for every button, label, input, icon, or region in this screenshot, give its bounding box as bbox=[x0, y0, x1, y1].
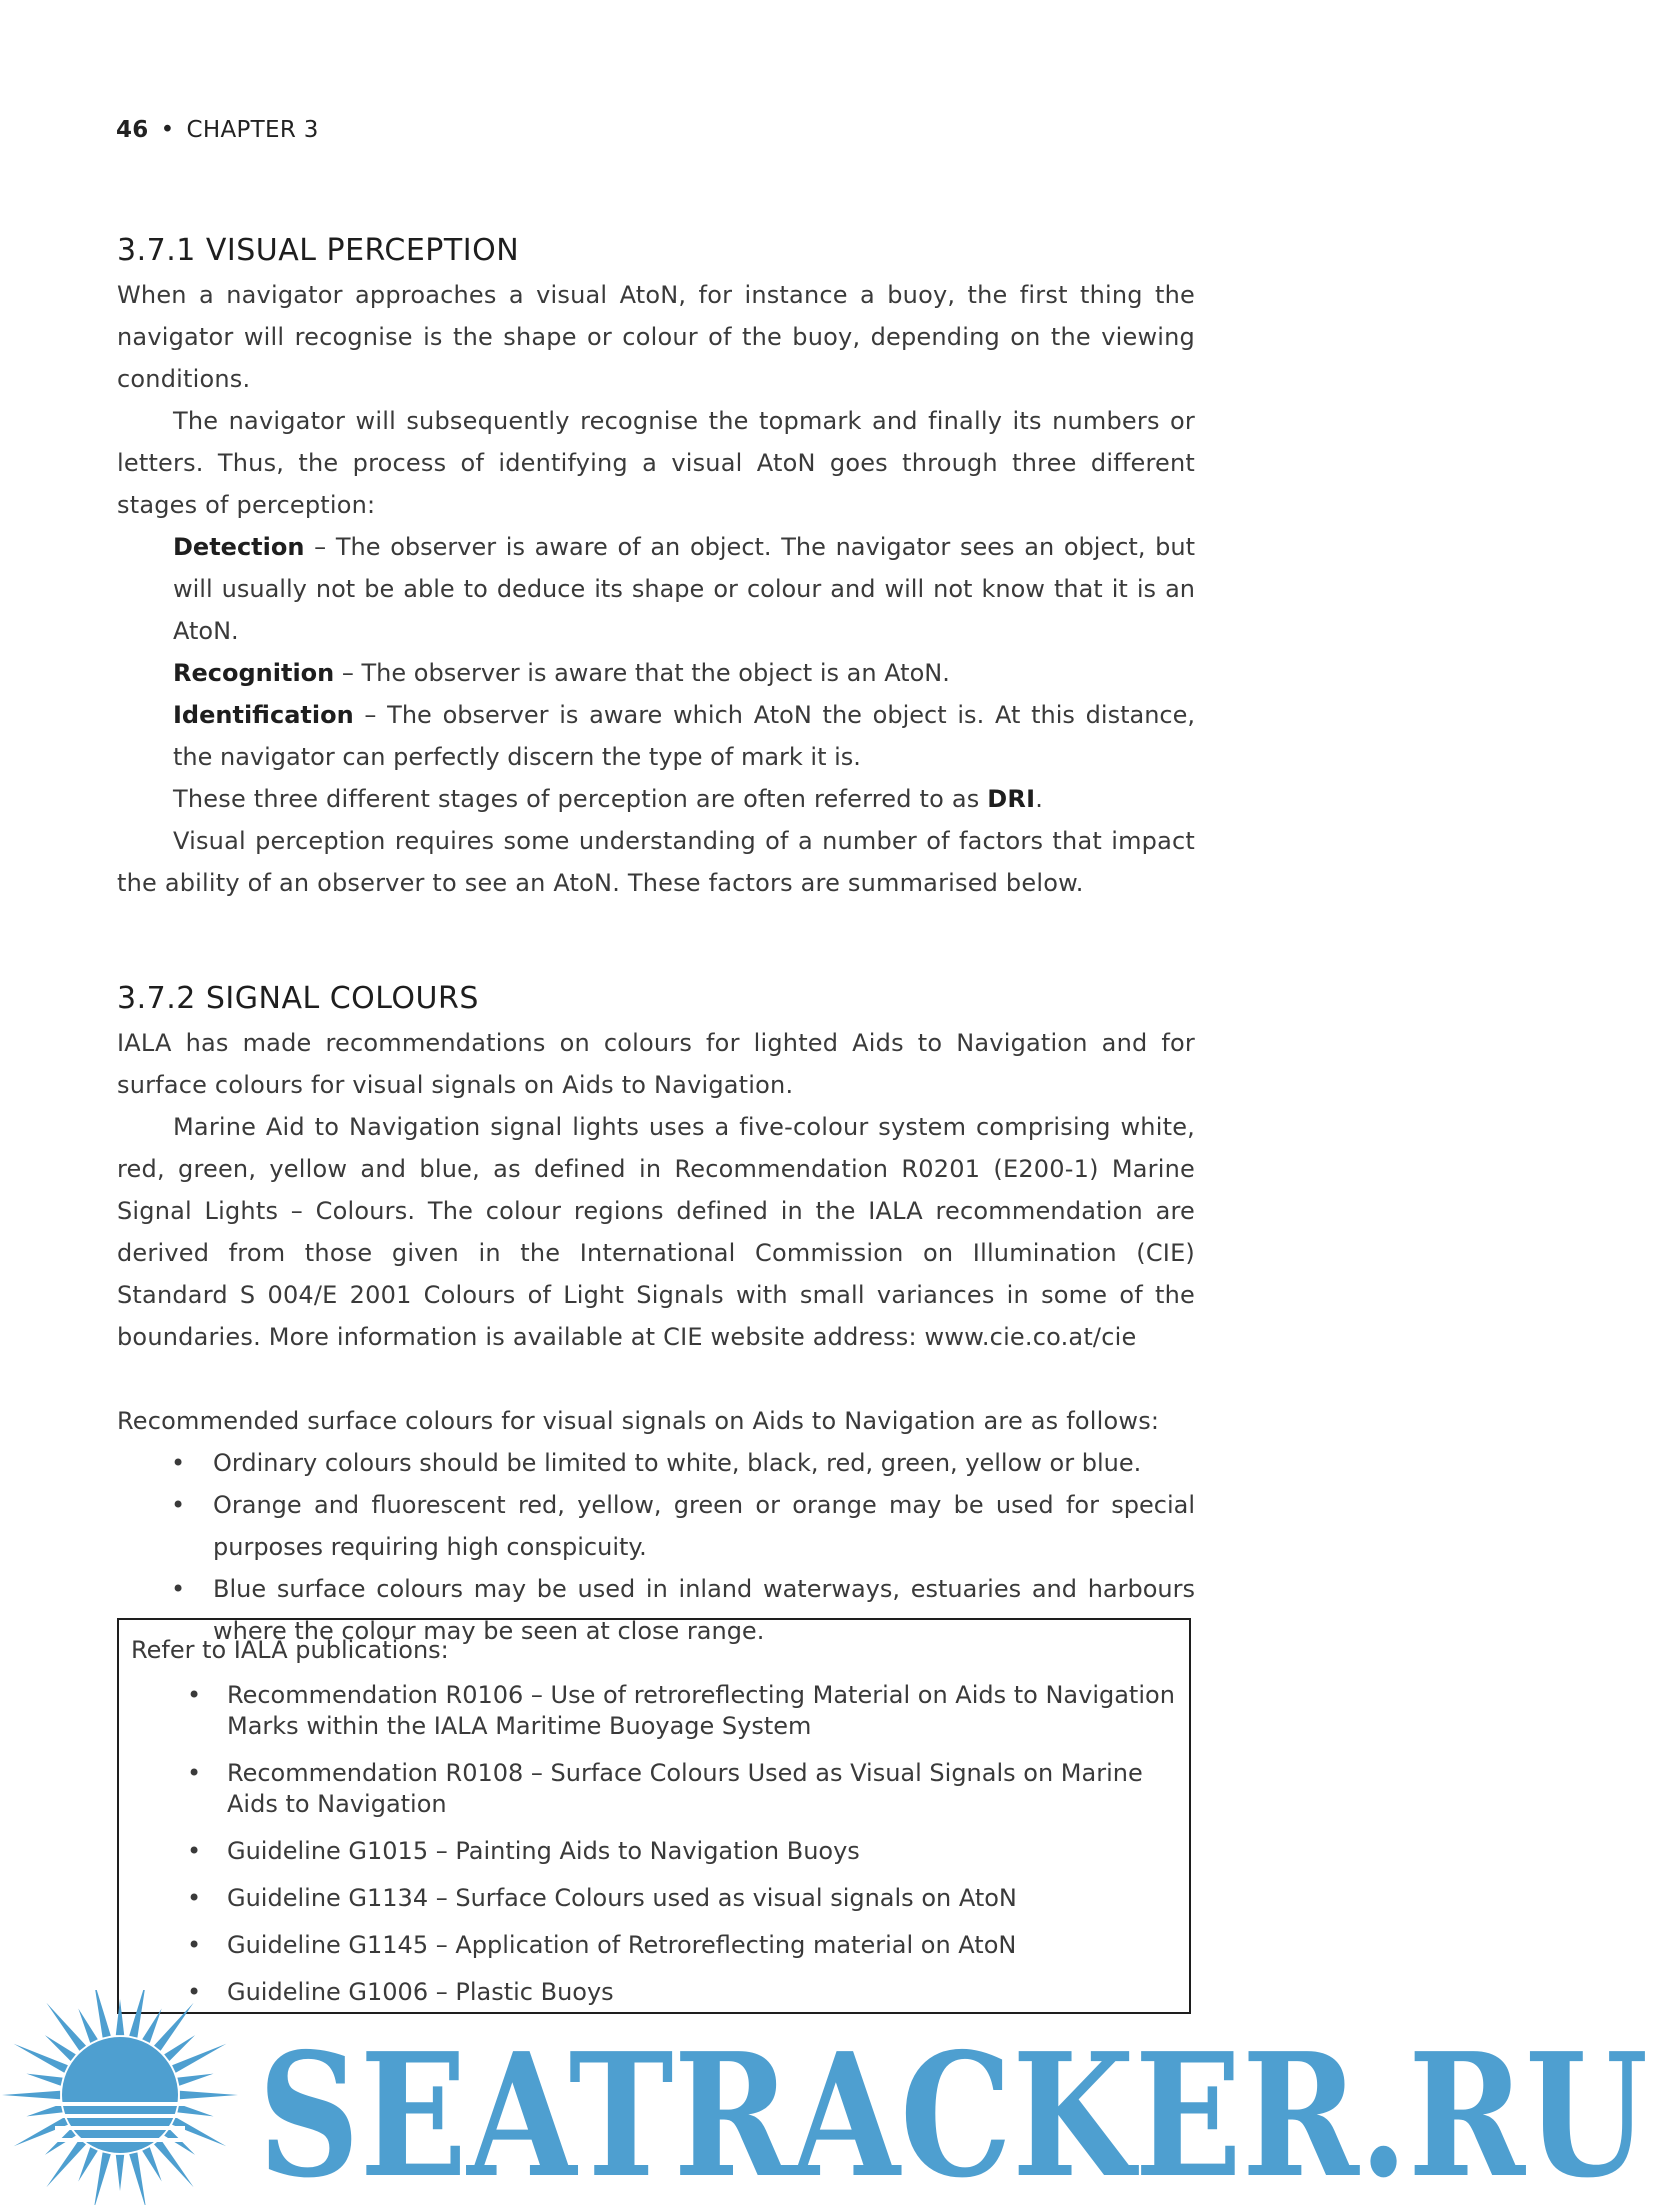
reference-text: Guideline G1145 – Application of Retroreflecting material on AtoN bbox=[227, 1931, 1017, 1959]
bullet-icon: • bbox=[187, 1759, 202, 1787]
section-heading-signal-colours: 3.7.2 SIGNAL COLOURS bbox=[117, 981, 479, 1016]
list-item bbox=[171, 1484, 1195, 1568]
sun-ray bbox=[180, 2091, 238, 2099]
reference-item bbox=[187, 1836, 1179, 1867]
spacer bbox=[117, 1358, 1195, 1400]
sun-ray bbox=[177, 2074, 213, 2086]
sun-ray bbox=[2, 2091, 60, 2099]
bullet-icon: • bbox=[187, 1931, 202, 1959]
reference-item bbox=[187, 1680, 1179, 1742]
section-heading-visual-perception: 3.7.1 VISUAL PERCEPTION bbox=[117, 233, 520, 268]
horizon-stripe bbox=[55, 2102, 185, 2106]
bullet-icon: • bbox=[187, 1681, 202, 1709]
sun-ray bbox=[45, 2035, 76, 2061]
reference-item bbox=[187, 1930, 1179, 1961]
horizon-stripe bbox=[55, 2114, 185, 2118]
term-detection: Detection bbox=[173, 533, 305, 561]
sun-ray bbox=[164, 2035, 195, 2061]
reference-text: Recommendation R0108 – Surface Colours Used as Visual Signals on Marine Aids to Navigation bbox=[227, 1759, 1143, 1818]
bullet-icon: • bbox=[171, 1491, 186, 1519]
bullet-icon: • bbox=[171, 1449, 186, 1477]
page-number: 46 bbox=[116, 117, 149, 143]
sun-ray bbox=[142, 2147, 162, 2181]
horizon-stripe bbox=[55, 2138, 185, 2142]
sun-ray bbox=[142, 2009, 162, 2043]
bullet-icon: • bbox=[187, 1837, 202, 1865]
reference-item bbox=[187, 1758, 1179, 1820]
sun-ray bbox=[154, 2003, 194, 2051]
dri-pre-text: These three different stages of perception are often referred to as bbox=[173, 785, 988, 813]
spacer bbox=[117, 904, 1195, 976]
header-separator: • bbox=[160, 117, 175, 143]
term-identification: Identification bbox=[173, 701, 354, 729]
sun-ray bbox=[94, 1990, 111, 2038]
sun-ray bbox=[26, 2074, 62, 2086]
term-dri: DRI bbox=[987, 785, 1036, 813]
watermark-text: SEATRACKER.RU bbox=[258, 2016, 1648, 2205]
term-recognition: Recognition bbox=[173, 659, 335, 687]
chapter-label: CHAPTER 3 bbox=[186, 117, 319, 143]
sun-ray bbox=[129, 2152, 146, 2205]
sun-ray bbox=[94, 2152, 111, 2205]
paragraph: Marine Aid to Navigation signal lights uses a five-colour system comprising white, red, green, yellow and blue, as defined in Recommendation R0201 (E200-1) Marine Signal Lights – Colours. The colour regions defined in the IALA recommendation are derived from those given in the International Commission on Illumination (CIE) Standard S 004/E 2001 Colours of Light Signals with small variances in some of the boundaries. More information is available at CIE website address: www.cie.co.at/cie bbox=[117, 1113, 1195, 1351]
sun-ray bbox=[46, 2003, 86, 2051]
reference-item bbox=[187, 1883, 1179, 1914]
bullet-icon: • bbox=[187, 1884, 202, 1912]
paragraph: IALA has made recommendations on colours for lighted Aids to Navigation and for surface colours for visual signals on Aids to Navigation. bbox=[117, 1029, 1195, 1099]
reference-text: Recommendation R0106 – Use of retroreflecting Material on Aids to Navigation Marks within the IALA Maritime Buoyage System bbox=[227, 1681, 1175, 1740]
sun-ray bbox=[154, 2139, 194, 2187]
list-item-text: Blue surface colours may be used in inland waterways, estuaries and harbours where the colour may be seen at close range. bbox=[213, 1575, 1195, 1645]
paragraph-dri bbox=[117, 778, 1195, 820]
list-item-text: Ordinary colours should be limited to white, black, red, green, yellow or blue. bbox=[213, 1449, 1142, 1477]
list-item bbox=[171, 1442, 1195, 1484]
sun-ray bbox=[78, 2147, 98, 2181]
definition-text: – The observer is aware which AtoN the object is. At this distance, the navigator can perfectly discern the type of mark it is. bbox=[173, 701, 1195, 771]
paragraph: Visual perception requires some understanding of a number of factors that impact the ability of an observer to see an AtoN. These factors are summarised below. bbox=[117, 827, 1195, 897]
bullet-icon: • bbox=[187, 1978, 202, 2006]
paragraph: Recommended surface colours for visual signals on Aids to Navigation are as follows: bbox=[117, 1407, 1160, 1435]
definition-text: – The observer is aware that the object is an AtoN. bbox=[334, 659, 950, 687]
reference-text: Guideline G1006 – Plastic Buoys bbox=[227, 1978, 614, 2006]
horizon-stripe bbox=[55, 2126, 185, 2130]
reference-list bbox=[131, 1680, 1179, 2008]
reference-text: Guideline G1015 – Painting Aids to Navigation Buoys bbox=[227, 1837, 860, 1865]
reference-text: Guideline G1134 – Surface Colours used as visual signals on AtoN bbox=[227, 1884, 1017, 1912]
reference-box bbox=[117, 1618, 1191, 2014]
main-content bbox=[117, 228, 1195, 1652]
watermark bbox=[0, 1990, 1654, 2205]
watermark-graphic bbox=[0, 1990, 1654, 2205]
list-item-text: Orange and fluorescent red, yellow, green or orange may be used for special purposes requiring high conspicuity. bbox=[213, 1491, 1195, 1561]
dri-post-text: . bbox=[1035, 785, 1044, 813]
definition-recognition bbox=[173, 652, 1195, 694]
paragraph: When a navigator approaches a visual AtoN, for instance a buoy, the first thing the navigator will recognise is the shape or colour of the buoy, depending on the viewing conditions. bbox=[117, 281, 1195, 393]
sun-ray bbox=[116, 2155, 124, 2191]
paragraph: The navigator will subsequently recognise the topmark and finally its numbers or letters. Thus, the process of identifying a visual AtoN goes through three different stages of perception: bbox=[117, 407, 1195, 519]
sun-ray bbox=[116, 1999, 124, 2035]
sun-ray bbox=[78, 2009, 98, 2043]
page-header bbox=[116, 117, 319, 143]
definition-detection bbox=[173, 526, 1195, 652]
definition-identification bbox=[173, 694, 1195, 778]
sun-icon bbox=[2, 1990, 238, 2205]
sun-disc bbox=[62, 2037, 178, 2153]
sun-ray bbox=[129, 1990, 146, 2038]
definition-text: – The observer is aware of an object. The navigator sees an object, but will usually not be able to deduce its shape or colour and will not know that it is an AtoN. bbox=[173, 533, 1195, 645]
sun-ray bbox=[46, 2139, 86, 2187]
bullet-icon: • bbox=[171, 1575, 186, 1603]
reference-box-title: Refer to IALA publications: bbox=[131, 1636, 449, 1664]
